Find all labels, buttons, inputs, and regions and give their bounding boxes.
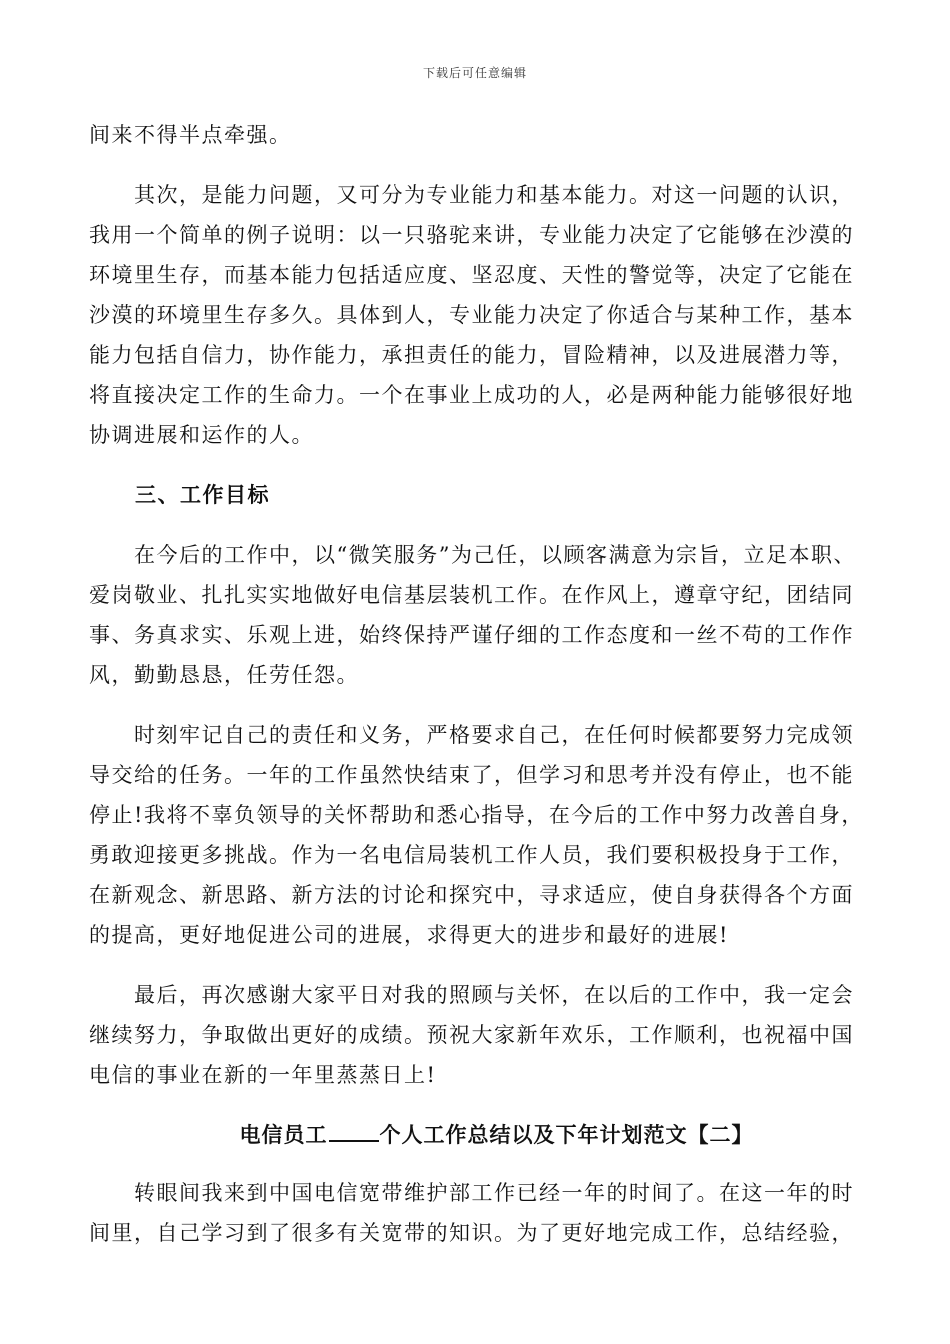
paragraph-line: 时刻牢记自己的责任和义务，严格要求自己，在任何时候都要努力完成领 (89, 723, 854, 747)
paragraph-line: 事、务真求实、乐观上进，始终保持严谨仔细的工作态度和一丝不苟的工作作 (89, 623, 854, 647)
paragraph-line: 爱岗敬业、扎扎实实地做好电信基层装机工作。在作风上，遵章守纪，团结同 (89, 583, 854, 607)
paragraph-line: 继续努力，争取做出更好的成绩。预祝大家新年欢乐，工作顺利，也祝福中国 (89, 1023, 854, 1047)
paragraph-line: 勇敢迎接更多挑战。作为一名电信局装机工作人员，我们要积极投身于工作， (89, 843, 854, 867)
paragraph-line: 能力包括自信力，协作能力，承担责任的能力，冒险精神，以及进展潜力等， (89, 343, 854, 367)
paragraph-line: 我用一个简单的例子说明：以一只骆驼来讲，专业能力决定了它能够在沙漠的 (89, 223, 854, 247)
article-title (89, 1115, 864, 1155)
paragraph-line: 间里，自己学习到了很多有关宽带的知识。为了更好地完成工作，总结经验， (89, 1221, 854, 1245)
paragraph-line: 电信的事业在新的一年里蒸蒸日上! (89, 1063, 437, 1087)
document-body (89, 115, 864, 1253)
title-prefix: 电信员工 (239, 1123, 328, 1147)
paragraph-line: 停止!我将不辜负领导的关怀帮助和悉心指导，在今后的工作中努力改善自身， (89, 803, 864, 827)
paragraph-line: 导交给的任务。一年的工作虽然快结束了，但学习和思考并没有停止，也不能 (89, 763, 854, 787)
paragraph-line: 在今后的工作中，以“微笑服务”为己任，以顾客满意为宗旨，立足本职、 (89, 543, 856, 567)
paragraph-line: 协调进展和运作的人。 (89, 423, 314, 447)
paragraph-line: 将直接决定工作的生命力。一个在事业上成功的人，必是两种能力能够很好地 (89, 383, 854, 407)
paragraph-line: 的提高，更好地促进公司的进展，求得更大的进步和最好的进展! (89, 923, 729, 947)
paragraph-line: 在新观念、新思路、新方法的讨论和探究中，寻求适应，使自身获得各个方面 (89, 883, 854, 907)
paragraph-line: 间来不得半点牵强。 (89, 123, 292, 147)
paragraph-line: 环境里生存，而基本能力包括适应度、坚忍度、天性的警觉等，决定了它能在 (89, 263, 854, 287)
paragraph-line: 转眼间我来到中国电信宽带维护部工作已经一年的时间了。在这一年的时 (89, 1181, 854, 1205)
paragraph-line: 其次，是能力问题，又可分为专业能力和基本能力。对这一问题的认识， (89, 183, 854, 207)
section-heading: 三、工作目标 (135, 483, 270, 507)
paragraph-line: 最后，再次感谢大家平日对我的照顾与关怀，在以后的工作中，我一定会 (89, 983, 854, 1007)
title-suffix: 个人工作总结以及下年计划范文【二】 (379, 1123, 754, 1147)
paragraph-line: 沙漠的环境里生存多久。具体到人，专业能力决定了你适合与某种工作，基本 (89, 303, 854, 327)
paragraph-line: 风，勤勤恳恳，任劳任怨。 (89, 663, 359, 687)
page-header: 下载后可任意编辑 (422, 66, 527, 80)
title-blank-underline (329, 1118, 379, 1142)
